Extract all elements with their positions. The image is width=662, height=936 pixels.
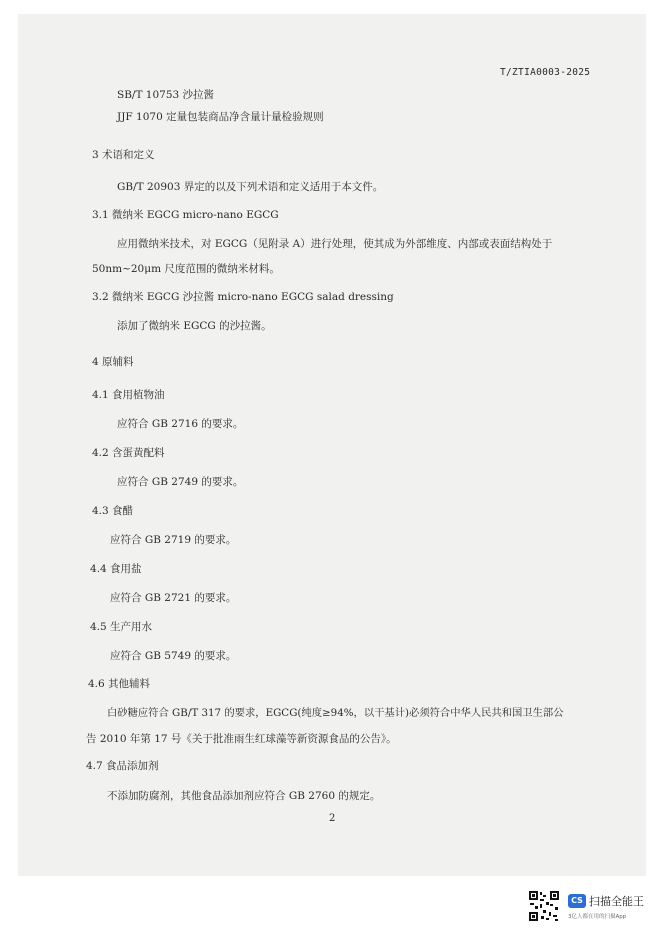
section-4-7-heading: 4.7 食品添加剂	[86, 760, 159, 772]
reference-1: SB/T 10753 沙拉酱	[117, 89, 215, 101]
section-4-heading: 4 原辅料	[92, 356, 134, 368]
section-4-4-text: 应符合 GB 2721 的要求。	[110, 592, 237, 604]
section-3-1-text-line1: 应用微纳米技术，对 EGCG（见附录 A）进行处理，使其成为外部维度、内部或表面结构处于	[117, 238, 553, 250]
section-4-6-text-line1: 白砂糖应符合 GB/T 317 的要求，EGCG(纯度≥94%，以干基计)必须符合中华人民共和国卫生部公	[107, 707, 564, 719]
section-3-2-heading: 3.2 微纳米 EGCG 沙拉酱 micro-nano EGCG salad dressing	[92, 291, 394, 303]
scanner-watermark	[528, 890, 648, 930]
section-4-5-heading: 4.5 生产用水	[90, 621, 153, 633]
section-4-1-heading: 4.1 食用植物油	[92, 389, 165, 401]
section-3-1-heading: 3.1 微纳米 EGCG micro-nano EGCG	[92, 209, 279, 221]
section-4-2-heading: 4.2 含蛋黄配料	[92, 447, 165, 459]
section-3-heading: 3 术语和定义	[92, 149, 155, 161]
section-4-3-text: 应符合 GB 2719 的要求。	[110, 534, 237, 546]
standard-number: T/ZTIA0003-2025	[500, 67, 591, 78]
section-3-1-text-line2: 50nm~20μm 尺度范围的微纳米材料。	[92, 263, 280, 275]
page-number: 2	[329, 813, 336, 824]
document-page	[18, 14, 646, 876]
section-3-intro: GB/T 20903 界定的以及下列术语和定义适用于本文件。	[117, 181, 384, 193]
section-4-1-text: 应符合 GB 2716 的要求。	[117, 418, 244, 430]
section-4-6-text-line2: 告 2010 年第 17 号《关于批准雨生红球藻等新资源食品的公告》。	[86, 733, 397, 745]
section-4-4-heading: 4.4 食用盐	[90, 563, 142, 575]
app-name: 扫描全能王	[589, 895, 644, 908]
reference-2: JJF 1070 定量包装商品净含量计量检验规则	[117, 111, 324, 123]
qr-code-icon	[528, 890, 560, 922]
section-4-2-text: 应符合 GB 2749 的要求。	[117, 476, 244, 488]
section-4-3-heading: 4.3 食醋	[92, 505, 134, 517]
camscanner-logo-icon: CS	[568, 894, 586, 908]
section-4-5-text: 应符合 GB 5749 的要求。	[110, 650, 237, 662]
app-tagline: 3亿人都在用的扫描App	[568, 914, 627, 920]
section-3-2-text: 添加了微纳米 EGCG 的沙拉酱。	[117, 320, 272, 332]
section-4-6-heading: 4.6 其他辅料	[88, 678, 151, 690]
section-4-7-text: 不添加防腐剂，其他食品添加剂应符合 GB 2760 的规定。	[107, 790, 381, 802]
